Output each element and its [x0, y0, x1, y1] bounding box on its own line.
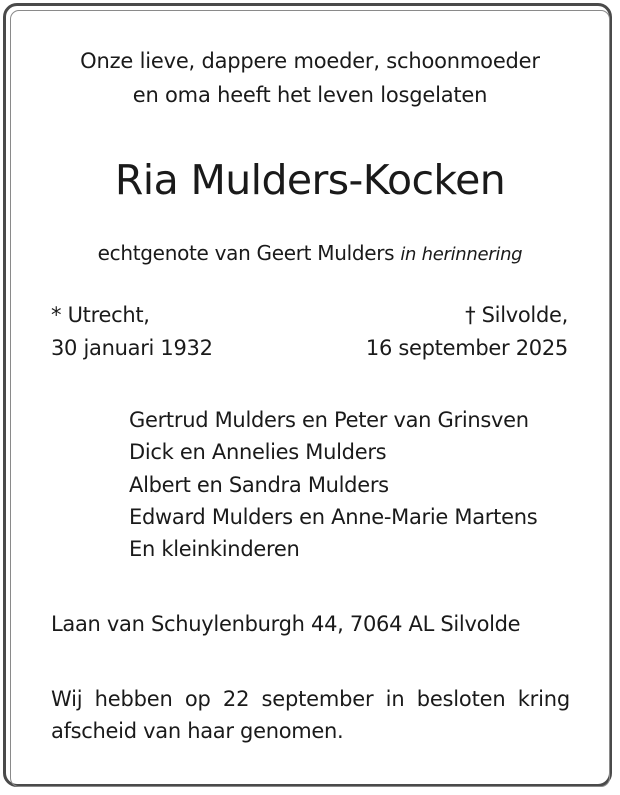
death-date: 16 september 2025 — [365, 336, 568, 360]
family-line: En kleinkinderen — [129, 537, 300, 561]
address: Laan van Schuylenburgh 44, 7064 AL Silvolde — [51, 612, 521, 636]
deceased-name: Ria Mulders-Kocken — [114, 156, 506, 204]
family-line: Edward Mulders en Anne-Marie Martens — [129, 505, 538, 529]
spouse-line — [0, 243, 620, 264]
closing-line-2: afscheid van haar genomen. — [51, 719, 344, 743]
intro-line-2: en oma heeft het leven losgelaten — [132, 83, 488, 107]
intro-line-1: Onze lieve, dappere moeder, schoonmoeder — [80, 49, 540, 73]
inner-border — [10, 10, 610, 787]
closing-line-1: Wij hebben op 22 september in besloten kring — [51, 687, 570, 711]
spouse-suffix: in herinnering — [400, 244, 523, 265]
spouse-prefix: echtgenote van Geert Mulders — [97, 241, 395, 265]
death-place: † Silvolde, — [465, 303, 568, 327]
family-line: Albert en Sandra Mulders — [129, 473, 389, 497]
family-line: Gertrud Mulders en Peter van Grinsven — [129, 408, 529, 432]
family-line: Dick en Annelies Mulders — [129, 440, 387, 464]
birth-place: * Utrecht, — [51, 303, 150, 327]
birth-date: 30 januari 1932 — [51, 336, 213, 360]
